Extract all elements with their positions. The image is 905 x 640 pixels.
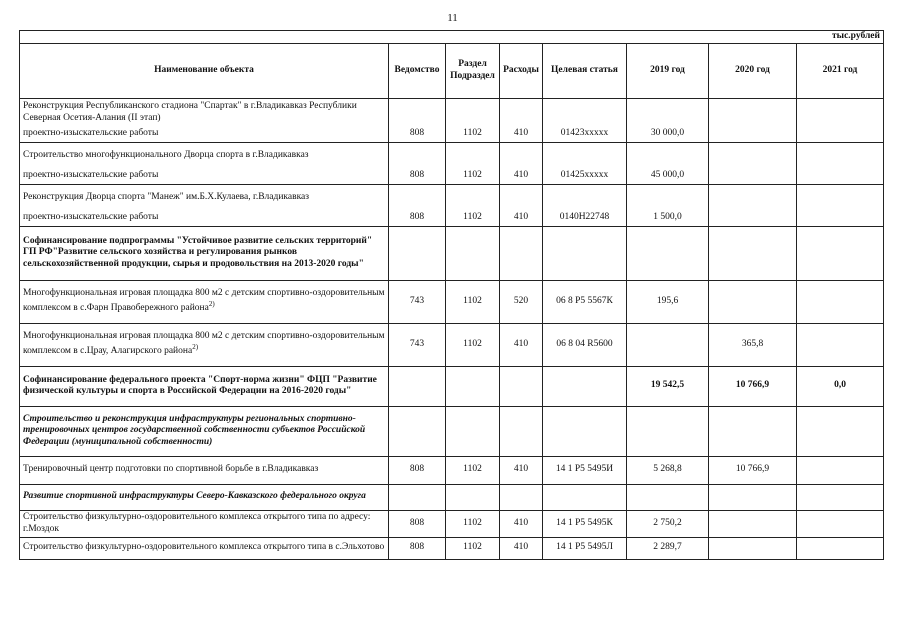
cell-y2020 — [709, 510, 797, 537]
header-2021: 2021 год — [797, 43, 884, 98]
object-name-cell — [20, 210, 389, 226]
object-name: Тренировочный центр подготовки по спортивной борьбе в г.Владикавказ — [23, 464, 319, 475]
cell-dept — [389, 226, 446, 280]
cell-dept — [389, 184, 446, 210]
cell-y2019 — [627, 323, 709, 366]
object-name-cell — [20, 184, 389, 210]
cell-y2019 — [627, 184, 709, 210]
cell-dept: 808 — [389, 456, 446, 484]
cell-expense: 410 — [500, 510, 543, 537]
cell-y2019: 30 000,0 — [627, 126, 709, 142]
object-name-cell — [20, 456, 389, 484]
cell-article: 06 8 04 R5600 — [543, 323, 627, 366]
cell-section: 1102 — [446, 537, 500, 559]
cell-expense — [500, 98, 543, 126]
object-name: Софинансирование подпрограммы "Устойчивое развитие сельских территорий" ГП РФ"Развитие сельского хозяйства и регулирования рынков сельскохозяйственной продукции, сырья и продовольствия на 2013-2020 годы" — [23, 235, 373, 270]
cell-dept: 808 — [389, 126, 446, 142]
cell-expense: 410 — [500, 456, 543, 484]
cell-y2020 — [709, 168, 797, 184]
cell-y2020 — [709, 210, 797, 226]
cell-expense: 410 — [500, 126, 543, 142]
cell-article: 14 1 Р5 5495К — [543, 510, 627, 537]
cell-section: 1102 — [446, 456, 500, 484]
cell-expense — [500, 484, 543, 510]
cell-article — [543, 226, 627, 280]
object-name: Многофункциональная игровая площадка 800 м2 с детским спортивно-оздоровительным комплексом в с.Црау, Алагирского района — [23, 331, 385, 357]
object-name: проектно-изыскательские работы — [23, 128, 159, 139]
object-name: Развитие спортивной инфраструктуры Северо-Кавказского федерального округа — [23, 491, 366, 502]
cell-y2021: 0,0 — [797, 366, 884, 406]
header-name: Наименование объекта — [20, 43, 389, 98]
cell-dept: 743 — [389, 280, 446, 323]
object-name-cell — [20, 366, 389, 406]
cell-section — [446, 406, 500, 456]
cell-expense: 520 — [500, 280, 543, 323]
cell-y2020 — [709, 280, 797, 323]
header-dept: Ведомство — [389, 43, 446, 98]
object-name-cell — [20, 280, 389, 323]
header-2019: 2019 год — [627, 43, 709, 98]
cell-y2020 — [709, 126, 797, 142]
cell-article: 14 1 Р5 5495Л — [543, 537, 627, 559]
object-name: Строительство и реконструкция инфраструктуры региональных спортивно-тренировочных центров государственной собственности субъектов Российской Федерации (муниципальной собственности) — [23, 413, 366, 448]
cell-y2020: 365,8 — [709, 323, 797, 366]
cell-y2020 — [709, 184, 797, 210]
footnote-marker: 2) — [192, 343, 199, 352]
header-2020: 2020 год — [709, 43, 797, 98]
header-expense: Расходы — [500, 43, 543, 98]
object-name-cell — [20, 537, 389, 559]
cell-y2021 — [797, 210, 884, 226]
cell-y2019: 5 268,8 — [627, 456, 709, 484]
cell-y2021 — [797, 323, 884, 366]
table-row — [20, 98, 884, 126]
cell-y2021 — [797, 406, 884, 456]
cell-dept: 808 — [389, 210, 446, 226]
cell-article — [543, 184, 627, 210]
page-number: 11 — [447, 12, 458, 24]
cell-section: 1102 — [446, 280, 500, 323]
cell-section — [446, 98, 500, 126]
object-name-cell — [20, 168, 389, 184]
cell-section: 1102 — [446, 510, 500, 537]
table-row — [20, 168, 884, 184]
object-name: Строительство физкультурно-оздоровительного комплекса открытого типа в с.Эльхотово — [23, 542, 385, 553]
table-row — [20, 142, 884, 168]
object-name: Строительство физкультурно-оздоровительного комплекса открытого типа по адресу: г.Моздок — [23, 511, 371, 534]
header-article: Целевая статья — [543, 43, 627, 98]
cell-dept — [389, 98, 446, 126]
cell-dept: 808 — [389, 537, 446, 559]
cell-expense — [500, 142, 543, 168]
cell-expense: 410 — [500, 537, 543, 559]
cell-section — [446, 366, 500, 406]
cell-article: 14 1 Р5 5495И — [543, 456, 627, 484]
cell-y2019 — [627, 226, 709, 280]
cell-dept: 808 — [389, 168, 446, 184]
cell-y2020 — [709, 226, 797, 280]
cell-y2021 — [797, 484, 884, 510]
object-name-cell — [20, 142, 389, 168]
object-name: Строительство многофункционального Дворца спорта в г.Владикавказ — [23, 149, 309, 160]
budget-table — [19, 30, 884, 560]
cell-article — [543, 484, 627, 510]
cell-y2021 — [797, 184, 884, 210]
cell-y2021 — [797, 456, 884, 484]
object-name-cell — [20, 226, 389, 280]
object-name: Реконструкция Дворца спорта "Манеж" им.Б.Х.Кулаева, г.Владикавказ — [23, 191, 310, 202]
cell-y2021 — [797, 510, 884, 537]
cell-y2019: 2 750,2 — [627, 510, 709, 537]
cell-y2020: 10 766,9 — [709, 366, 797, 406]
cell-section: 1102 — [446, 168, 500, 184]
cell-y2020 — [709, 98, 797, 126]
cell-section: 1102 — [446, 323, 500, 366]
cell-section — [446, 484, 500, 510]
cell-y2019: 19 542,5 — [627, 366, 709, 406]
cell-y2021 — [797, 226, 884, 280]
cell-article: 01425xxxxx — [543, 168, 627, 184]
cell-section — [446, 142, 500, 168]
cell-dept — [389, 142, 446, 168]
cell-article — [543, 142, 627, 168]
unit-label: тыс.рублей — [20, 31, 884, 44]
cell-y2021 — [797, 537, 884, 559]
cell-y2019 — [627, 406, 709, 456]
budget-table-container — [19, 30, 883, 560]
table-row — [20, 406, 884, 456]
cell-y2020 — [709, 537, 797, 559]
cell-y2021 — [797, 98, 884, 126]
table-row — [20, 456, 884, 484]
table-row — [20, 510, 884, 537]
cell-y2019: 2 289,7 — [627, 537, 709, 559]
unit-row — [20, 31, 884, 44]
object-name-cell — [20, 98, 389, 126]
object-name: Реконструкция Республиканского стадиона "Спартак" в г.Владикавказ Республики Северная Осетия-Алания (II этап) — [23, 100, 357, 123]
cell-article — [543, 406, 627, 456]
cell-y2019: 45 000,0 — [627, 168, 709, 184]
cell-expense — [500, 406, 543, 456]
cell-y2019 — [627, 142, 709, 168]
cell-y2019: 195,6 — [627, 280, 709, 323]
table-row — [20, 366, 884, 406]
cell-expense: 410 — [500, 168, 543, 184]
cell-y2021 — [797, 280, 884, 323]
object-name: Многофункциональная игровая площадка 800 м2 с детским спортивно-оздоровительным комплексом в с.Фарн Правобережного района — [23, 288, 385, 314]
table-row — [20, 184, 884, 210]
object-name: Софинансирование федерального проекта "Спорт-норма жизни" ФЦП "Развитие физической культуры и спорта в Российской Федерации на 2016-2020 годы" — [23, 374, 377, 397]
table-row — [20, 323, 884, 366]
object-name-cell — [20, 126, 389, 142]
cell-dept — [389, 406, 446, 456]
cell-article: 0140Н22748 — [543, 210, 627, 226]
cell-y2020 — [709, 142, 797, 168]
cell-expense — [500, 226, 543, 280]
cell-article — [543, 366, 627, 406]
cell-y2021 — [797, 168, 884, 184]
object-name-cell — [20, 484, 389, 510]
object-name: проектно-изыскательские работы — [23, 212, 159, 223]
cell-section — [446, 184, 500, 210]
table-row — [20, 537, 884, 559]
cell-dept: 743 — [389, 323, 446, 366]
cell-section: 1102 — [446, 126, 500, 142]
cell-y2020 — [709, 406, 797, 456]
header-section: Раздел Подраздел — [446, 43, 500, 98]
header-row — [20, 43, 884, 98]
cell-dept: 808 — [389, 510, 446, 537]
object-name-cell — [20, 510, 389, 537]
table-body — [20, 98, 884, 559]
cell-y2019 — [627, 484, 709, 510]
table-row — [20, 280, 884, 323]
cell-article — [543, 98, 627, 126]
table-row — [20, 484, 884, 510]
cell-section: 1102 — [446, 210, 500, 226]
cell-dept — [389, 366, 446, 406]
cell-y2019 — [627, 98, 709, 126]
cell-y2021 — [797, 126, 884, 142]
cell-expense — [500, 184, 543, 210]
footnote-marker: 2) — [208, 300, 215, 309]
cell-y2020: 10 766,9 — [709, 456, 797, 484]
cell-expense: 410 — [500, 323, 543, 366]
cell-dept — [389, 484, 446, 510]
object-name: проектно-изыскательские работы — [23, 170, 159, 181]
cell-y2020 — [709, 484, 797, 510]
table-row — [20, 210, 884, 226]
object-name-cell — [20, 406, 389, 456]
cell-y2019: 1 500,0 — [627, 210, 709, 226]
cell-article: 01423xxxxx — [543, 126, 627, 142]
cell-section — [446, 226, 500, 280]
cell-y2021 — [797, 142, 884, 168]
object-name-cell — [20, 323, 389, 366]
cell-expense: 410 — [500, 210, 543, 226]
table-row — [20, 126, 884, 142]
cell-expense — [500, 366, 543, 406]
cell-article: 06 8 Р5 5567К — [543, 280, 627, 323]
table-row — [20, 226, 884, 280]
